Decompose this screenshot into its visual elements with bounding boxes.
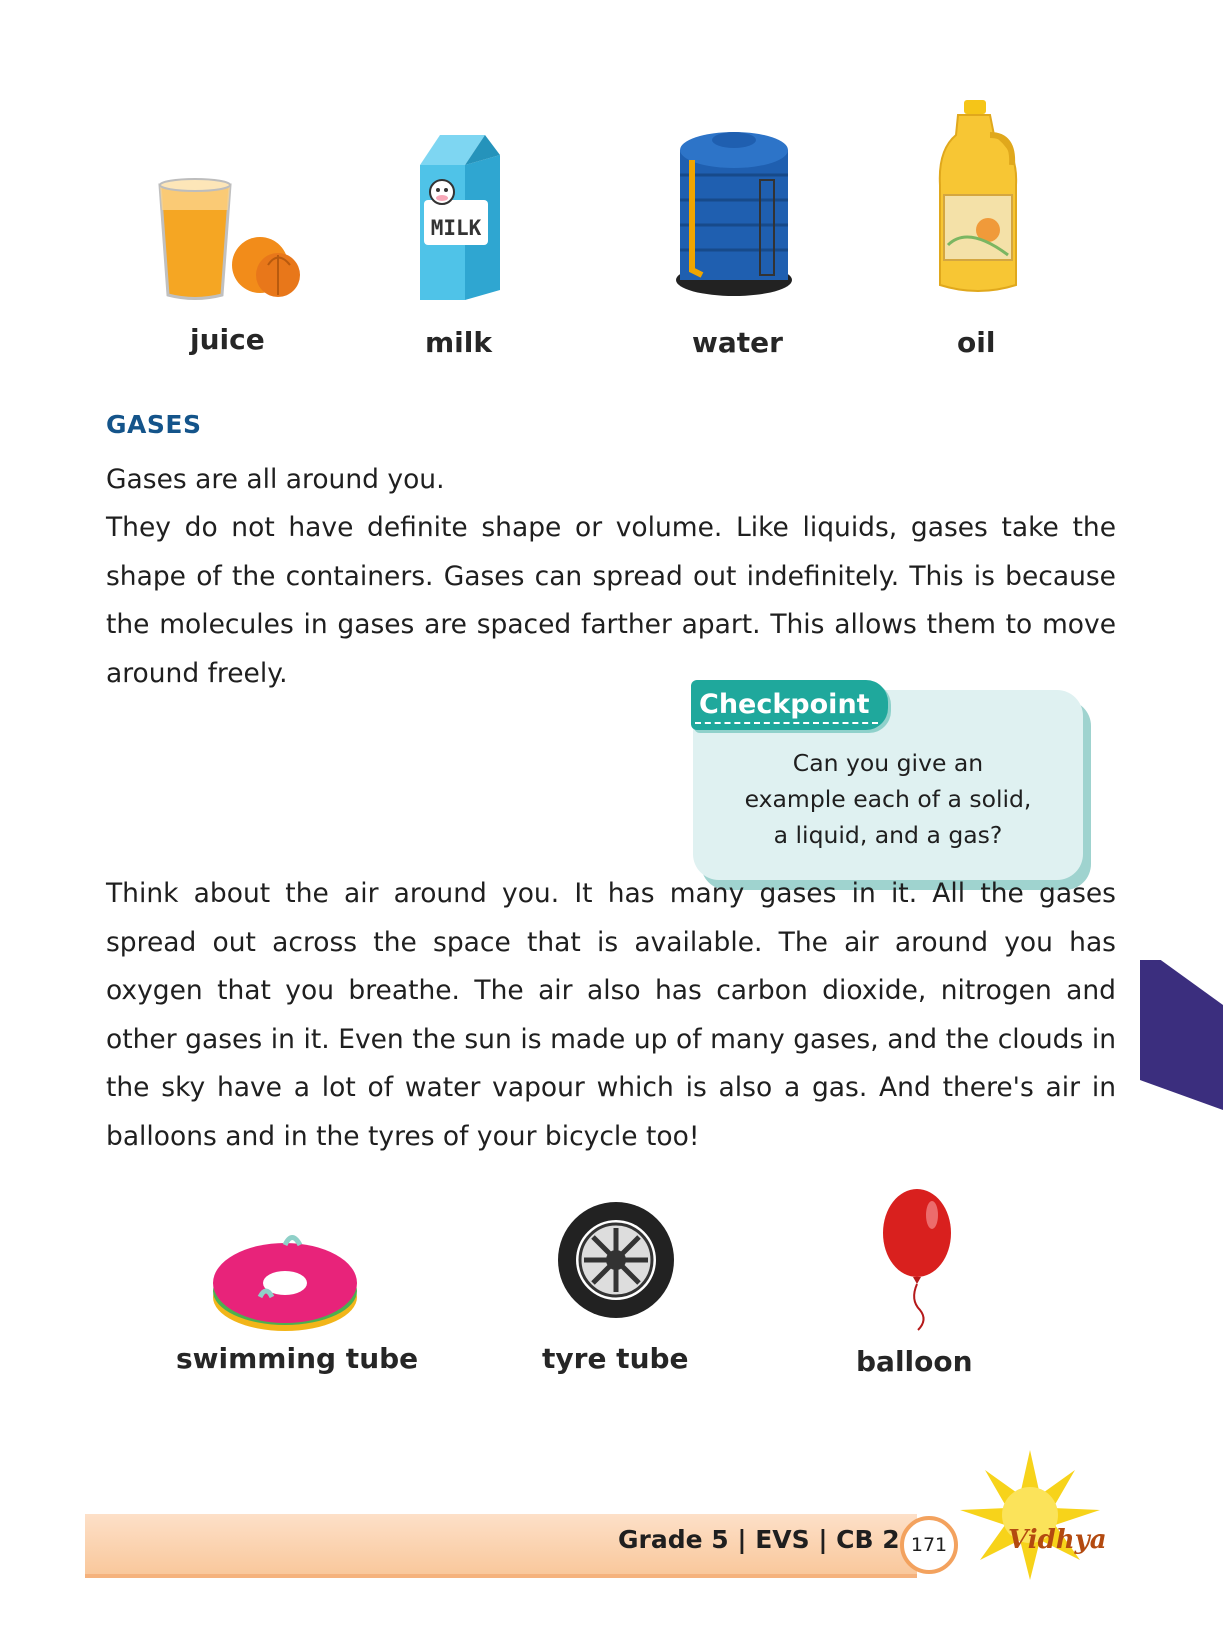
oil-bottle-image [928, 95, 1028, 300]
juice-label: juice [190, 323, 265, 356]
footer-grade-subject: Grade 5 | EVS | CB 2 [618, 1525, 900, 1554]
gases-paragraph-1: They do not have definite shape or volume. Like liquids, gases take the shape of the containers. Gases can spread out indefinitely. This is because the molecules in gases are spaced farther apart. This allows them to move around freely. [106, 512, 1116, 689]
balloon-label: balloon [856, 1345, 973, 1378]
side-chapter-tab [1140, 960, 1223, 1110]
sun-logo-icon [955, 1450, 1105, 1580]
oil-label: oil [957, 326, 996, 359]
gases-intro: Gases are all around you. [106, 464, 445, 495]
section-heading-gases: GASES [106, 410, 202, 439]
checkpoint-line-1: Can you give an [792, 749, 984, 777]
tyre-tube-label: tyre tube [542, 1342, 689, 1375]
water-tank-image [672, 120, 797, 300]
checkpoint-title: Checkpoint [691, 680, 888, 730]
milk-label: milk [425, 326, 492, 359]
milk-carton-text: MILK [430, 216, 482, 240]
checkpoint-question [713, 745, 1063, 853]
checkpoint-line-3: a liquid, and a gas? [773, 821, 1003, 849]
tyre-image [556, 1200, 676, 1320]
swimming-tube-image [210, 1225, 360, 1335]
vidhya-logo: Vidhya [1008, 1525, 1107, 1555]
juice-image [150, 170, 310, 310]
gases-paragraph-2: Think about the air around you. It has many gases in it. All the gases spread out across the space that is available. The air around you has oxygen that you breathe. The air also has carbon dioxide, nitrogen and other gases in it. Even the sun is made up of many gases, and the clouds in the sky have a lot of water vapour which is also a gas. And there's air in balloons and in the tyres of your bicycle too! [106, 878, 1116, 1152]
water-label: water [692, 326, 783, 359]
milk-carton-image [410, 130, 510, 305]
page-number: 171 [900, 1516, 958, 1574]
checkpoint-line-2: example each of a solid, [744, 785, 1032, 813]
swimming-tube-label: swimming tube [176, 1342, 419, 1375]
balloon-image [880, 1185, 955, 1335]
